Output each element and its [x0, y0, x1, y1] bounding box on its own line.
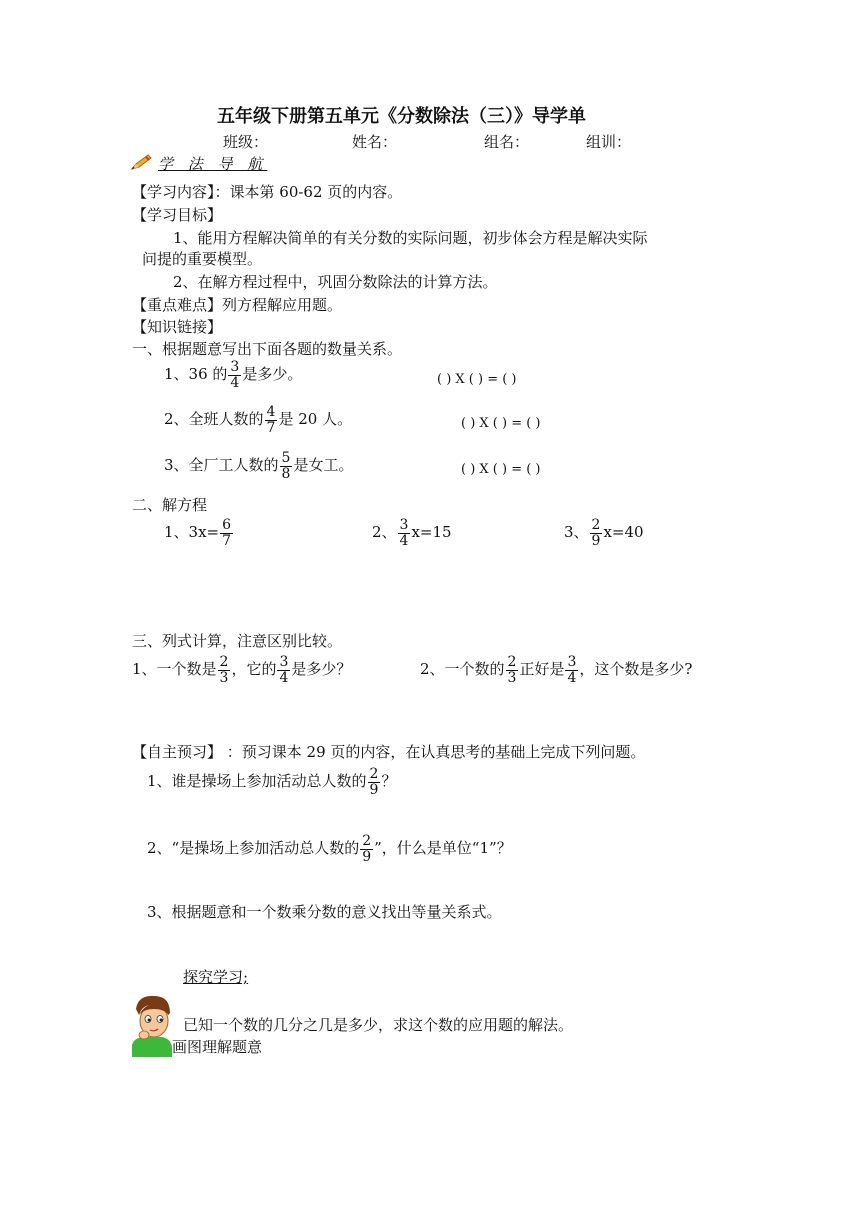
explore-label: 探究学习;	[183, 968, 249, 986]
fraction: $\frac{3}{4}$	[230, 359, 240, 391]
fraction: $\frac{2}{3}$	[219, 654, 229, 686]
preview-question-2: 2、“是操场上参加活动总人数的 $\frac{2}{9}$ ”，什么是单位“1”？	[147, 833, 512, 865]
s1-blank-1[interactable]: ( ) X ( ) = ( )	[437, 372, 517, 387]
fraction: $\frac{3}{4}$	[279, 654, 289, 686]
s3-problem-1: 1、一个数是 $\frac{2}{3}$ ，它的 $\frac{3}{4}$ 是多少？	[132, 654, 352, 686]
s1-blank-2[interactable]: ( ) X ( ) = ( )	[461, 416, 541, 431]
fraction: $\frac{6}{7}$	[222, 517, 232, 549]
motto-label: 组训：	[586, 133, 632, 151]
fraction: $\frac{2}{9}$	[362, 833, 372, 865]
s1-blank-3[interactable]: ( ) X ( ) = ( )	[461, 462, 541, 477]
goal-2: 2、在解方程过程中，巩固分数除法的计算方法。	[173, 273, 498, 291]
preview-question-1: 1、谁是操场上参加活动总人数的 $\frac{2}{9}$ ？	[147, 766, 397, 798]
section-1-heading: 一、根据题意写出下面各题的数量关系。	[132, 340, 403, 358]
s1-question-1: 1、36 的 $\frac{3}{4}$ 是多少。	[164, 359, 303, 391]
equation-1: 1、3x= $\frac{6}{7}$	[164, 517, 232, 549]
fraction: $\frac{4}{7}$	[266, 404, 276, 436]
key-points: 【重点难点】列方程解应用题。	[132, 296, 343, 314]
s3-problem-2: 2、一个数的 $\frac{2}{3}$ 正好是 $\frac{3}{4}$ ，这个数是多少?	[420, 654, 693, 686]
equation-2: 2、 $\frac{3}{4}$ x=15	[372, 517, 452, 549]
equation-3: 3、 $\frac{2}{9}$ x=40	[564, 517, 644, 549]
group-label: 组名：	[484, 133, 530, 151]
section-2-heading: 二、解方程	[132, 496, 208, 514]
explore-line-1: 已知一个数的几分之几是多少，求这个数的应用题的解法。	[183, 1016, 574, 1034]
study-content: 【学习内容】：课本第 60-62 页的内容。	[132, 183, 403, 201]
goal-1-line-b: 问提的重要模型。	[142, 250, 263, 268]
fraction: $\frac{2}{9}$	[369, 766, 379, 798]
study-nav-label: 学 法 导 航	[158, 155, 268, 173]
preview-question-3: 3、根据题意和一个数乘分数的意义找出等量关系式。	[147, 903, 502, 921]
fraction: $\frac{3}{4}$	[567, 654, 577, 686]
fraction: $\frac{5}{8}$	[281, 450, 291, 482]
fraction: $\frac{2}{3}$	[507, 654, 517, 686]
class-label: 班级：	[223, 133, 269, 151]
s1-question-3: 3、全厂工人数的 $\frac{5}{8}$ 是女工。	[164, 450, 354, 482]
s1-question-2: 2、全班人数的 $\frac{4}{7}$ 是 20 人。	[164, 404, 353, 436]
knowledge-link-heading: 【知识链接】	[132, 318, 223, 336]
fraction: $\frac{3}{4}$	[399, 517, 409, 549]
goals-heading: 【学习目标】	[132, 206, 223, 224]
pencil-icon	[130, 153, 152, 171]
preview-heading: 【自主预习】 ：预习课本 29 页的内容，在认真思考的基础上完成下列问题。	[132, 743, 646, 761]
student-thinking-icon	[128, 993, 176, 1057]
section-3-heading: 三、列式计算，注意区别比较。	[132, 632, 343, 650]
name-label: 姓名：	[352, 133, 398, 151]
fraction: $\frac{2}{9}$	[591, 517, 601, 549]
explore-line-2: 画图理解题意	[172, 1038, 263, 1056]
goal-1-line-a: 1、能用方程解决简单的有关分数的实际问题，初步体会方程是解决实际	[173, 229, 648, 247]
page-title: 五年级下册第五单元《分数除法（三）》导学单	[217, 106, 586, 127]
